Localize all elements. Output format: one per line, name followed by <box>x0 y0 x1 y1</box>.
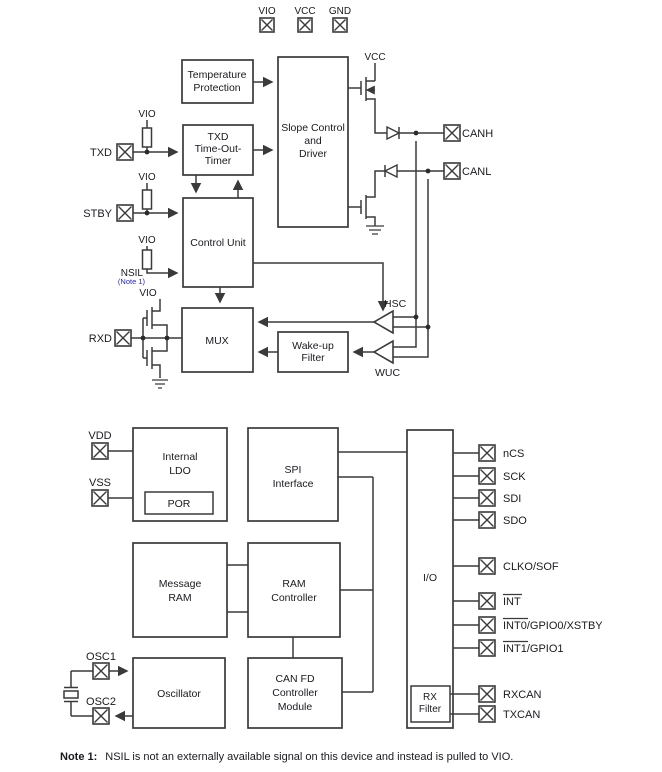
canl-sense-line <box>393 179 428 357</box>
stby-pin-label: STBY <box>83 208 112 220</box>
int-pin-label: INT <box>503 596 521 608</box>
wakeup-filter-label-2: Filter <box>301 352 325 364</box>
internal-ldo-block <box>133 428 227 521</box>
pin-stby-symbol <box>117 205 133 221</box>
vss-pin <box>89 477 133 506</box>
canh-diode <box>387 127 399 139</box>
footnote-body: NSIL is not an externally available signal on this device and instead is pulled to VIO. <box>105 751 514 763</box>
top-supply-pins <box>258 6 351 32</box>
txcan-pin-label: TXCAN <box>503 709 541 721</box>
oscillator-label: Oscillator <box>157 688 201 700</box>
temperature-protection-block <box>182 60 253 103</box>
rx-filter-label-2: Filter <box>418 704 442 715</box>
txd-junction-dot <box>145 150 150 155</box>
hsc-label: HSC <box>384 298 407 310</box>
nsil-label: NSIL <box>120 268 143 279</box>
pin-ncs-symbol <box>479 445 495 461</box>
slope-control-label-3: Driver <box>299 148 327 160</box>
message-ram-block <box>133 543 227 637</box>
right-side-pins <box>450 445 603 722</box>
int0-overlined-part: INT0 <box>503 620 527 632</box>
pin-int0-symbol <box>479 617 495 633</box>
vdd-pin <box>88 430 133 459</box>
footnote <box>60 751 513 763</box>
nsil-note-reference: (Note 1) <box>117 277 145 286</box>
pin-vcc-symbol <box>298 18 312 32</box>
controlunit-to-hsc-wire <box>253 263 383 310</box>
footnote-prefix: Note 1: <box>60 751 98 763</box>
control-unit-label: Control Unit <box>190 237 246 249</box>
stby-pin-circuit <box>83 172 177 221</box>
pin-txd-symbol <box>117 144 133 160</box>
gnd-pin-label: GND <box>328 6 352 17</box>
stby-pullup-resistor <box>143 190 152 209</box>
vio-pin-label: VIO <box>258 6 276 17</box>
internal-ldo-label-1: Internal <box>162 451 198 463</box>
canl-diode <box>385 165 397 177</box>
pin-rxd-symbol <box>115 330 131 346</box>
spi-label-1: SPI <box>284 464 302 476</box>
int0-pin-label <box>503 620 603 632</box>
slope-control-label-2: and <box>304 135 322 147</box>
rxd-output-driver <box>89 288 182 388</box>
nmos-drain-lead <box>366 171 385 197</box>
rxd-junction-dot-1 <box>141 336 146 341</box>
can-output-stage <box>348 52 493 234</box>
pin-sdi-symbol <box>479 490 495 506</box>
slope-control-driver-block <box>278 57 348 227</box>
hsc-comparator <box>374 311 393 333</box>
int1-rest-part: /GPIO1 <box>526 643 564 655</box>
pin-osc2-symbol <box>93 708 109 724</box>
txd-pin-circuit <box>90 109 177 160</box>
message-ram-label-1: Message <box>158 578 202 590</box>
por-label: POR <box>167 498 191 510</box>
spi-label-2: Interface <box>272 478 314 490</box>
osc2-pin-label: OSC2 <box>86 696 116 708</box>
control-unit-block <box>183 198 253 287</box>
ncs-pin-label: nCS <box>503 448 525 460</box>
canh-pin-label: CANH <box>462 128 494 140</box>
oscillator-block <box>133 658 225 728</box>
nmos-ground-symbol <box>366 226 384 234</box>
pin-txcan-symbol <box>479 706 495 722</box>
rxd-upper-fet-source <box>152 299 160 311</box>
stby-junction-dot <box>145 211 150 216</box>
int1-overlined-part: INT1 <box>503 643 527 655</box>
canl-pin-label: CANL <box>462 166 492 178</box>
internal-bus <box>338 477 373 692</box>
rxcan-pin-label: RXCAN <box>503 689 542 701</box>
txd-pullup-resistor <box>143 128 152 147</box>
wakeup-filter-label-1: Wake-up <box>292 340 334 352</box>
canfd-controller-block <box>248 658 342 728</box>
internal-ldo-label-2: LDO <box>169 465 191 477</box>
hsc-input-junction-dot <box>414 315 419 320</box>
slope-control-label-1: Slope Control <box>281 122 345 134</box>
vdd-pin-label: VDD <box>88 430 112 442</box>
nmos-source-lead <box>366 217 375 226</box>
txd-pin-label: TXD <box>90 147 112 159</box>
ram-controller-label-2: Controller <box>271 592 317 604</box>
pin-clko-symbol <box>479 558 495 574</box>
pin-sck-symbol <box>479 468 495 484</box>
io-label: I/O <box>422 572 438 584</box>
sck-pin-label: SCK <box>503 471 526 483</box>
pin-int1-symbol <box>479 640 495 656</box>
pin-vdd-symbol <box>92 443 108 459</box>
mux-label: MUX <box>205 335 229 347</box>
txd-timer-label-2: Time-Out- <box>194 143 242 155</box>
clko-pin-label: CLKO/SOF <box>503 561 559 573</box>
canl-junction-dot <box>426 169 431 174</box>
pin-rxcan-symbol <box>479 686 495 702</box>
sdo-pin-label: SDO <box>503 515 527 527</box>
pin-osc1-symbol <box>93 663 109 679</box>
rxd-lower-fet-source <box>152 365 160 378</box>
ram-controller-block <box>248 543 340 637</box>
canh-junction-dot <box>414 131 419 136</box>
temperature-protection-label-2: Protection <box>193 82 241 94</box>
pin-canl-symbol <box>444 163 460 179</box>
canfd-label-3: Module <box>277 701 313 713</box>
osc1-pin-label: OSC1 <box>86 651 116 663</box>
pin-gnd-symbol <box>333 18 347 32</box>
rxd-lower-fet-drain <box>152 338 167 351</box>
vio-label-nsil: VIO <box>138 235 156 246</box>
pin-vio-symbol <box>260 18 274 32</box>
pmos-leads <box>366 81 387 133</box>
vss-pin-label: VSS <box>88 477 112 489</box>
rxd-ground-symbol <box>152 380 168 388</box>
vcc-label-driver: VCC <box>364 52 386 63</box>
sdi-pin-label: SDI <box>503 493 522 505</box>
txd-timer-label-1: TXD <box>207 131 229 143</box>
mux-block <box>182 308 253 372</box>
ram-controller-label-1: RAM <box>282 578 306 590</box>
io-block <box>407 430 453 728</box>
nsil-circuit <box>118 235 177 286</box>
footnote-text <box>60 751 513 763</box>
pin-sdo-symbol <box>479 512 495 528</box>
nsil-pullup-resistor <box>143 250 152 269</box>
temperature-protection-label-1: Temperature <box>187 69 247 81</box>
receiver-comparators <box>374 141 430 379</box>
txd-timeout-timer-block <box>183 125 253 175</box>
messageram-ramcontroller-bus <box>227 565 248 612</box>
canfd-label-1: CAN FD <box>275 673 315 685</box>
rxd-upper-fet-drain <box>152 325 167 338</box>
vio-label-rxd: VIO <box>139 288 157 299</box>
pin-int-symbol <box>479 593 495 609</box>
vio-label-stby: VIO <box>138 172 156 183</box>
rx-filter-label-1: RX <box>423 692 437 703</box>
pin-vss-symbol <box>92 490 108 506</box>
wuc-label: WUC <box>375 367 401 379</box>
vio-label-txd: VIO <box>138 109 156 120</box>
crystal-symbol <box>64 691 78 698</box>
wuc-comparator <box>374 341 393 363</box>
canfd-label-2: Controller <box>272 687 318 699</box>
pin-canh-symbol <box>444 125 460 141</box>
rxd-pin-label: RXD <box>88 333 112 345</box>
oscillator-pins <box>64 651 133 724</box>
int0-rest-part: /GPIO0/XSTBY <box>526 620 603 632</box>
int1-pin-label <box>503 643 564 655</box>
vcc-pin-label: VCC <box>294 6 316 17</box>
message-ram-label-2: RAM <box>168 592 192 604</box>
spi-interface-block <box>248 428 338 521</box>
wakeup-filter-block <box>278 332 348 372</box>
rxd-junction-dot-2 <box>165 336 170 341</box>
txd-timer-label-3: Timer <box>204 155 232 167</box>
hsc-input-junction-dot-2 <box>426 325 431 330</box>
